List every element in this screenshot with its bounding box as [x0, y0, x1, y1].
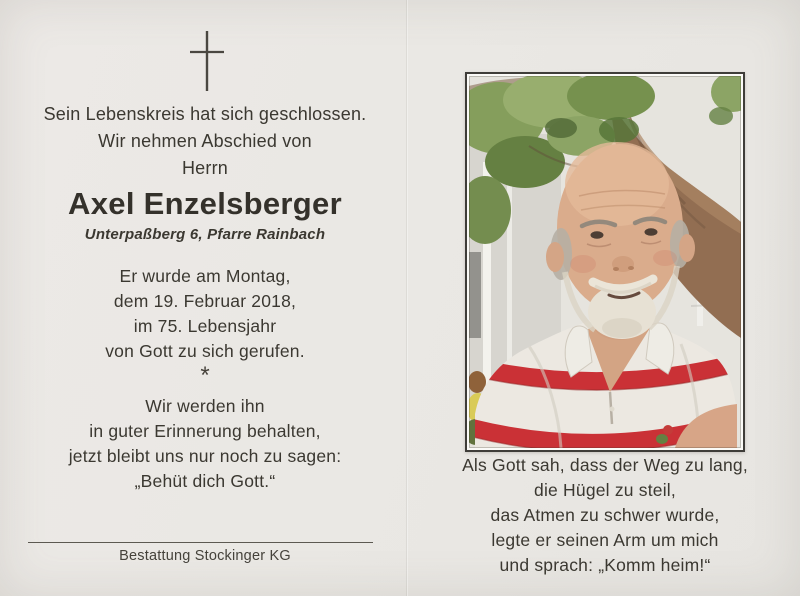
cross-icon: [186, 25, 228, 95]
poem-line: und sprach: „Komm heim!“: [499, 555, 711, 575]
poem-line: Als Gott sah, dass der Weg zu lang,: [462, 455, 748, 475]
called-line: im 75. Lebensjahr: [133, 316, 277, 336]
farewell-line: „Behüt dich Gott.“: [134, 471, 276, 491]
portrait-photo: [469, 76, 741, 448]
farewell-block: [0, 394, 410, 494]
farewell-line: in guter Erinnerung behalten,: [89, 421, 321, 441]
called-line: dem 19. Februar 2018,: [113, 291, 297, 311]
footer-divider: [28, 542, 373, 543]
asterisk-separator: *: [200, 362, 210, 389]
called-line: von Gott zu sich gerufen.: [105, 341, 305, 361]
intro-line: Sein Lebenskreis hat sich geschlossen.: [43, 104, 367, 124]
poem-line: die Hügel zu steil,: [534, 480, 676, 500]
intro-line: Herrn: [181, 158, 228, 178]
poem-line: das Atmen zu schwer wurde,: [490, 505, 720, 525]
poem-block: [410, 453, 800, 578]
intro-block: [0, 101, 410, 182]
portrait-photo-frame: [465, 72, 745, 452]
funeral-home-label: Bestattung Stockinger KG: [119, 548, 291, 564]
deceased-name: Axel Enzelsberger: [68, 186, 342, 221]
called-block: [0, 264, 410, 364]
poem-line: legte er seinen Arm um mich: [491, 530, 719, 550]
intro-line: Wir nehmen Abschied von: [98, 131, 312, 151]
farewell-line: Wir werden ihn: [145, 396, 265, 416]
address-subtitle: Unterpaßberg 6, Pfarre Rainbach: [84, 226, 326, 243]
called-line: Er wurde am Montag,: [119, 266, 291, 286]
farewell-line: jetzt bleibt uns nur noch zu sagen:: [68, 446, 342, 466]
